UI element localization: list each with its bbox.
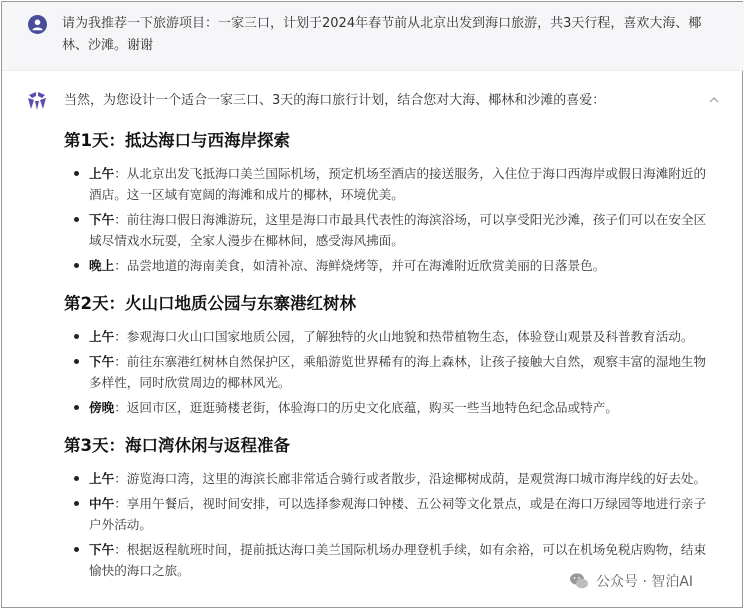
item-text: ：前往东寨港红树林自然保护区，乘船游览世界稀有的海上森林，让孩子接触大自然，观察丰富的湿地生物多样性，同时欣赏周边的椰林风光。 bbox=[89, 354, 707, 390]
wechat-icon bbox=[568, 570, 590, 592]
day-section bbox=[64, 433, 714, 581]
item-text: ：返回市区，逛逛骑楼老街，体验海口的历史文化底蕴，购买一些当地特色纪念品或特产。 bbox=[114, 400, 618, 415]
user-avatar-icon bbox=[28, 15, 47, 34]
assistant-answer bbox=[64, 128, 714, 585]
item-text: ：前往海口假日海滩游玩，这里是海口市最具代表性的海滨浴场，可以享受阳光沙滩，孩子们可以在安全区域尽情戏水玩耍，全家人漫步在椰林间，感受海风拂面。 bbox=[89, 212, 707, 248]
list-item bbox=[64, 209, 714, 251]
item-time: 上午 bbox=[89, 329, 115, 344]
item-time: 上午 bbox=[89, 166, 115, 181]
list-item bbox=[64, 493, 714, 535]
item-time: 傍晚 bbox=[89, 400, 115, 415]
day-section bbox=[64, 128, 714, 276]
day-title: 第2天：火山口地质公园与东寨港红树林 bbox=[64, 294, 356, 313]
user-message-text: 请为我推荐一下旅游项目：一家三口，计划于2024年春节前从北京出发到海口旅游，共3天行程，喜欢大海、椰林、沙滩。谢谢 bbox=[62, 16, 702, 53]
day-item-list bbox=[64, 468, 714, 581]
day-item-list bbox=[64, 163, 714, 276]
item-text: ：游览海口湾，这里的海滨长廊非常适合骑行或者散步，沿途椰树成荫，是观赏海口城市海岸线的好去处。 bbox=[114, 471, 707, 486]
assistant-logo-icon bbox=[26, 90, 48, 112]
collapse-chevron-up-icon[interactable] bbox=[706, 92, 722, 108]
list-item bbox=[64, 397, 714, 418]
user-message-row bbox=[2, 2, 744, 71]
day-item-list bbox=[64, 326, 714, 418]
item-text: ：享用午餐后，视时间安排，可以选择参观海口钟楼、五公祠等文化景点，或是在海口万绿园等地进行亲子户外活动。 bbox=[89, 496, 707, 532]
watermark-text: 公众号 · 智泊AI bbox=[596, 574, 694, 590]
assistant-intro: 当然，为您设计一个适合一家三口、3天的海口旅行计划，结合您对大海、椰林和沙滩的喜爱： bbox=[64, 93, 606, 108]
list-item bbox=[64, 468, 714, 489]
chat-window bbox=[1, 1, 743, 608]
day-section bbox=[64, 291, 714, 418]
item-time: 下午 bbox=[89, 212, 115, 227]
item-text: ：从北京出发飞抵海口美兰国际机场，预定机场至酒店的接送服务，入住位于海口西海岸或假日海滩附近的酒店。这一区域有宽阔的海滩和成片的椰林，环境优美。 bbox=[89, 166, 707, 202]
day-title: 第3天：海口湾休闲与返程准备 bbox=[64, 436, 290, 455]
item-time: 下午 bbox=[89, 354, 115, 369]
item-text: ：品尝地道的海南美食，如清补凉、海鲜烧烤等，并可在海滩附近欣赏美丽的日落景色。 bbox=[114, 258, 606, 273]
list-item bbox=[64, 163, 714, 205]
item-text: ：参观海口火山口国家地质公园，了解独特的火山地貌和热带植物生态，体验登山观景及科普教育活动。 bbox=[114, 329, 694, 344]
item-time: 晚上 bbox=[89, 258, 115, 273]
item-time: 中午 bbox=[89, 496, 115, 511]
list-item bbox=[64, 326, 714, 347]
item-time: 上午 bbox=[89, 471, 115, 486]
list-item bbox=[64, 255, 714, 276]
day-title: 第1天：抵达海口与西海岸探索 bbox=[64, 131, 290, 150]
item-time: 下午 bbox=[89, 542, 115, 557]
list-item bbox=[64, 351, 714, 393]
item-text: ：根据返程航班时间，提前抵达海口美兰国际机场办理登机手续，如有余裕，可以在机场免税店购物，结束愉快的海口之旅。 bbox=[89, 542, 707, 578]
watermark bbox=[568, 569, 693, 593]
